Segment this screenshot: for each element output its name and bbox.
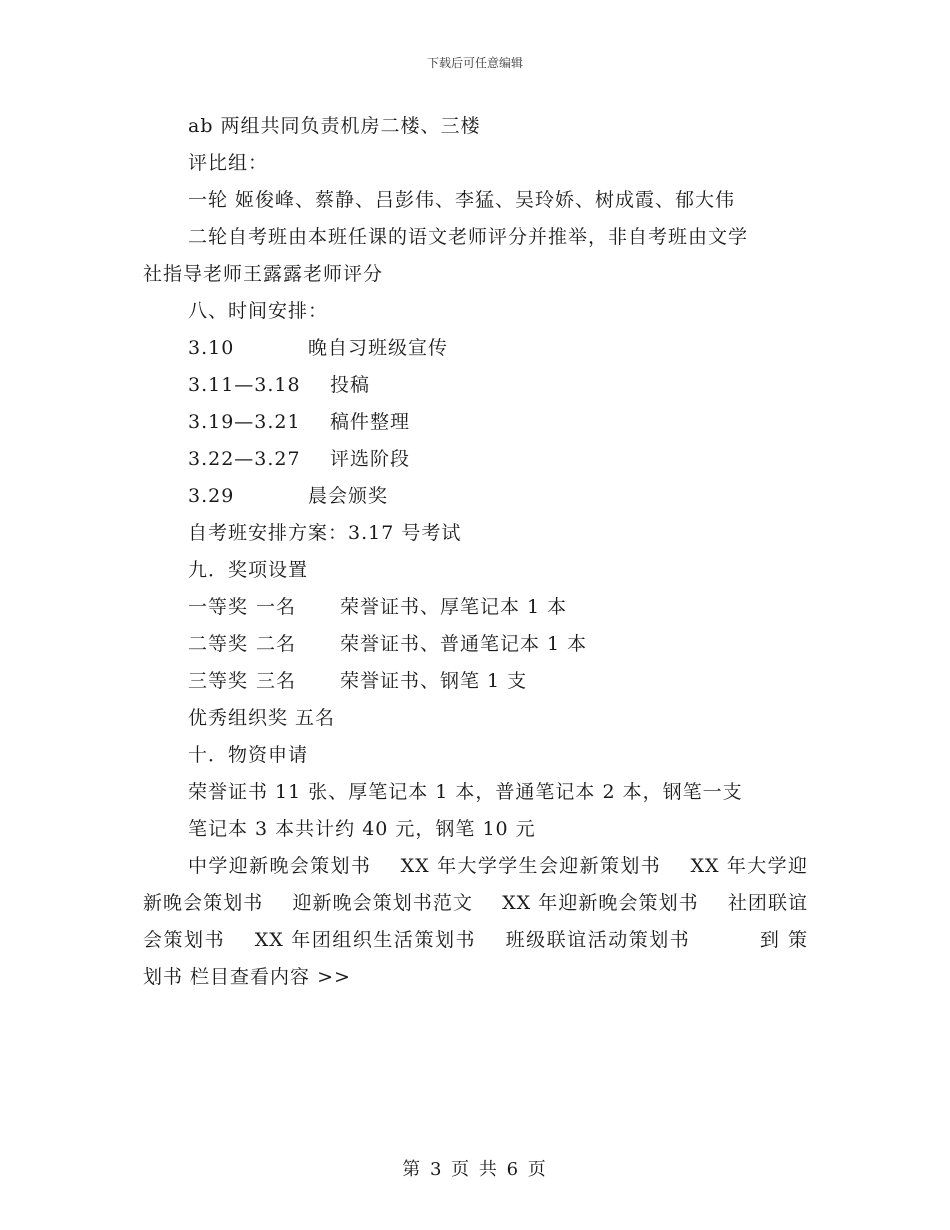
paragraph-first-round: 一轮 姬俊峰、蔡静、吕彭伟、李猛、吴玲娇、树成霞、郁大伟 bbox=[188, 189, 736, 211]
award-count: 三名 bbox=[256, 670, 297, 692]
award-row bbox=[143, 663, 808, 700]
page-header: 下载后可任意编辑 bbox=[426, 56, 523, 70]
award-excellent-organization: 优秀组织奖 五名 bbox=[188, 707, 336, 729]
paragraph-materials-list: 荣誉证书 11 张、厚笔记本 1 本，普通笔记本 2 本，钢笔一支 bbox=[188, 781, 743, 803]
award-count: 一名 bbox=[256, 596, 297, 618]
award-row bbox=[143, 626, 808, 663]
paragraph-self-study-plan: 自考班安排方案：3.17 号考试 bbox=[188, 522, 462, 544]
schedule-date: 3.22—3.27 bbox=[188, 448, 301, 470]
schedule-event: 晚自习班级宣传 bbox=[308, 337, 449, 359]
paragraph-machine-room: ab 两组共同负责机房二楼、三楼 bbox=[188, 115, 481, 137]
award-prize: 荣誉证书、普通笔记本 1 本 bbox=[340, 633, 588, 655]
schedule-event: 评选阶段 bbox=[330, 448, 411, 470]
award-row bbox=[143, 589, 808, 626]
schedule-event: 稿件整理 bbox=[330, 411, 411, 433]
schedule-date: 3.19—3.21 bbox=[188, 411, 301, 433]
schedule-date: 3.10 bbox=[188, 337, 235, 359]
related-link[interactable]: XX 年团组织生活策划书 bbox=[254, 929, 477, 951]
schedule-row bbox=[143, 330, 808, 367]
more-link-prefix: 到 bbox=[759, 929, 781, 951]
schedule-row bbox=[143, 404, 808, 441]
related-link[interactable]: XX 年迎新晚会策划书 bbox=[502, 892, 699, 914]
award-name: 三等奖 bbox=[188, 670, 249, 692]
award-prize: 荣誉证书、厚笔记本 1 本 bbox=[340, 596, 568, 618]
more-link[interactable]: 策划书 栏目查看内容 >> bbox=[143, 929, 809, 988]
award-prize: 荣誉证书、钢笔 1 支 bbox=[340, 670, 528, 692]
paragraph-materials-cost: 笔记本 3 本共计约 40 元，钢笔 10 元 bbox=[188, 818, 536, 840]
related-link[interactable]: 中学迎新晚会策划书 bbox=[188, 855, 372, 877]
paragraph-second-round-cont: 社指导老师王露露老师评分 bbox=[143, 263, 384, 285]
related-link[interactable]: XX 年大学学生会迎新策划书 bbox=[400, 855, 662, 877]
page-number: 第 3 页 共 6 页 bbox=[402, 1159, 548, 1180]
schedule-row bbox=[143, 478, 808, 515]
schedule-row bbox=[143, 367, 808, 404]
document-body bbox=[143, 108, 808, 996]
related-link[interactable]: 班级联谊活动策划书 bbox=[505, 929, 691, 951]
heading-judging-group: 评比组： bbox=[188, 152, 269, 174]
schedule-event: 投稿 bbox=[330, 374, 371, 396]
schedule-date: 3.11—3.18 bbox=[188, 374, 301, 396]
award-name: 二等奖 bbox=[188, 633, 249, 655]
schedule-date: 3.29 bbox=[188, 485, 235, 507]
related-link[interactable]: 迎新晚会策划书范文 bbox=[292, 892, 473, 914]
schedule-row bbox=[143, 441, 808, 478]
section-heading-schedule: 八、时间安排： bbox=[188, 300, 329, 322]
award-count: 二名 bbox=[256, 633, 297, 655]
related-links bbox=[143, 848, 808, 996]
section-heading-materials: 十．物资申请 bbox=[188, 744, 309, 766]
schedule-event: 晨会颁奖 bbox=[308, 485, 389, 507]
paragraph-second-round: 二轮自考班由本班任课的语文老师评分并推举，非自考班由文学 bbox=[188, 226, 749, 248]
section-heading-awards: 九．奖项设置 bbox=[188, 559, 309, 581]
related-link[interactable]: 社团联谊会策划书 bbox=[143, 892, 809, 951]
award-name: 一等奖 bbox=[188, 596, 249, 618]
related-link[interactable]: XX 年大学迎新晚会策划书 bbox=[143, 855, 808, 914]
